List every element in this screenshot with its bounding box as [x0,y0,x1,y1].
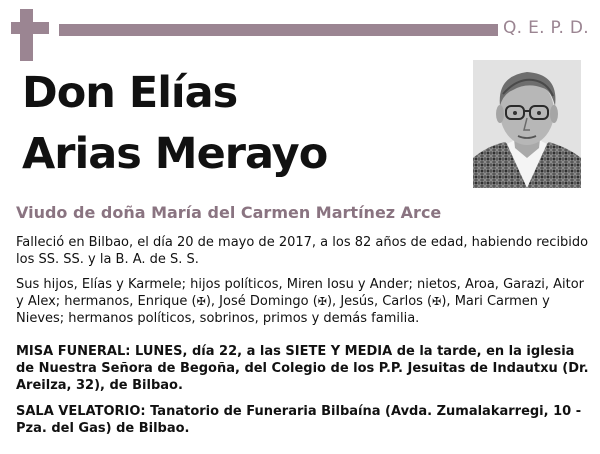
deceased-cross-icon: ✠ [432,295,442,308]
deceased-name-line2: Arias Merayo [22,129,328,179]
qepd-label: Q. E. P. D. [503,18,589,38]
funeral-mass-paragraph: MISA FUNERAL: LUNES, día 22, a las SIETE Y MEDIA de la tarde, en la iglesia de Nuestra Señora de Begoña, del Colegio de los P.P. Jesuitas de Indautxu (Dr. Areilza, 32), de Bilbao. [16,344,589,393]
portrait-illustration [473,60,581,188]
widower-subtitle: Viudo de doña María del Carmen Martínez Arce [16,203,442,222]
family-text-part4: ), Mari Carmen y Nieves; hermanos políticos, sobrinos, primos y demás familia. [16,294,550,326]
deceased-name-line1: Don Elías [22,68,238,118]
deceased-cross-icon: ✠ [317,295,327,308]
wake-room-paragraph: SALA VELATORIO: Tanatorio de Funeraria Bilbaína (Avda. Zumalakarregi, 10 - Pza. del Gas) de Bilbao. [16,404,582,436]
family-text-part1: Sus hijos, Elías y Karmele; hijos políticos, Miren Iosu y Ander; nietos, Aroa, Garazi, Aitor y Alex; hermanos, Enrique ( [16,277,585,309]
family-paragraph [16,276,590,327]
death-notice-paragraph: Falleció en Bilbao, el día 20 de mayo de 2017, a los 82 años de edad, habiendo recibido los SS. SS. y la B. A. de S. S. [16,235,589,267]
deceased-portrait-photo [473,60,581,188]
deceased-cross-icon: ✠ [196,295,206,308]
cross-horizontal-bar [11,22,49,34]
family-text-part3: ), Jesús, Carlos ( [326,294,433,309]
header-rule [59,24,498,36]
cross-vertical-bar [20,9,33,61]
family-text-part2: ), José Domingo ( [205,294,318,309]
